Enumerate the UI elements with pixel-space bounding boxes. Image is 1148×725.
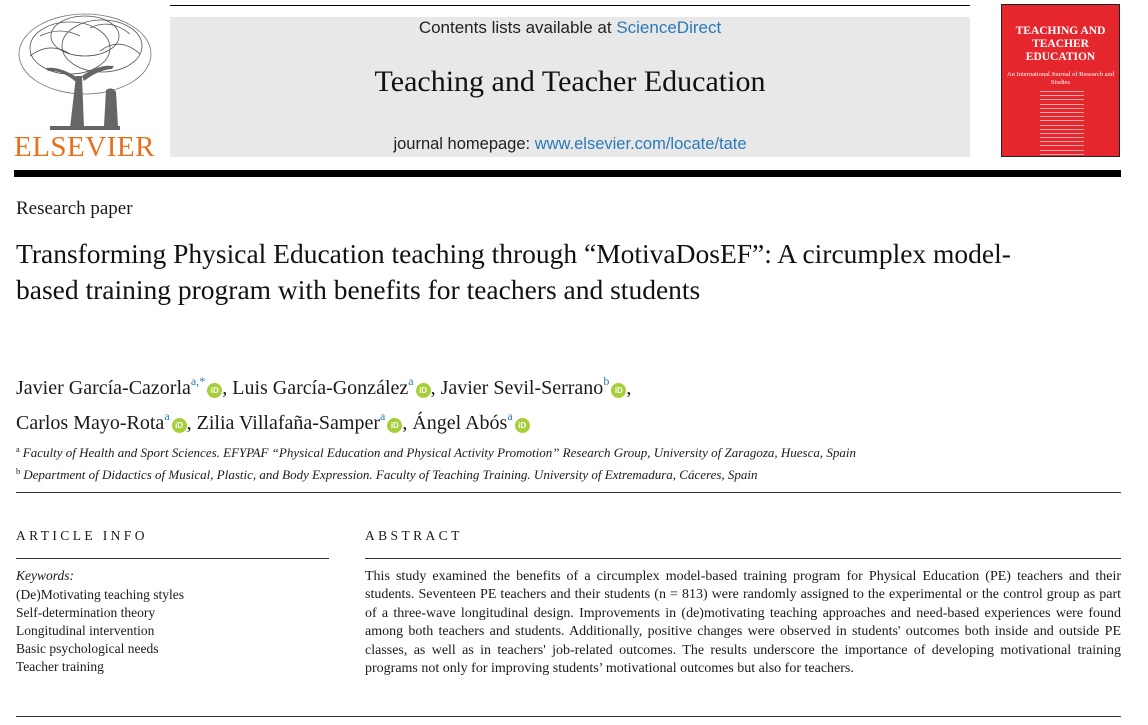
contents-line <box>170 18 970 38</box>
author[interactable]: Javier García-Cazorla$^{a,*}$iD <box>16 377 222 399</box>
journal-banner <box>170 17 970 157</box>
author-affiliation-sup[interactable]: a <box>408 374 414 388</box>
sciencedirect-link[interactable]: ScienceDirect <box>616 18 722 37</box>
author[interactable]: Javier Sevil-Serrano$^b$iD <box>441 377 627 399</box>
abstract-heading: ABSTRACT <box>365 528 463 543</box>
elsevier-logo[interactable] <box>10 6 160 164</box>
author-list: Javier García-Cazorla$^{a,*}$iD , Luis García-González$^a$iD , Javier Sevil-Serrano$^b$iD , Carlos Mayo-Rota$^a$iD , Zilia Villafaña-Samper$^a$iD , Ángel Abós$^a$iD <box>16 374 632 434</box>
author[interactable]: Zilia Villafaña-Samper$^a$iD <box>197 412 403 434</box>
section-divider <box>16 492 1121 493</box>
affiliation-item: $^b$ Department of Didactics of Musical, Plastic, and Body Expression. Faculty of Teaching Training. University of Extremadura, Cáceres, Spain <box>16 466 758 482</box>
keywords-label: Keywords: <box>16 568 74 583</box>
keyword[interactable]: Longitudinal intervention <box>16 623 155 638</box>
author-affiliation-sup[interactable]: a <box>164 409 170 423</box>
author[interactable]: Luis García-González$^a$iD <box>232 377 430 399</box>
journal-homepage-link[interactable]: www.elsevier.com/locate/tate <box>534 135 747 153</box>
affiliation-item: $^a$ Faculty of Health and Sport Sciences. EFYPAF “Physical Education and Physical Activity Promotion” Research Group, University of Zaragoza, Huesca, Spain <box>16 444 856 460</box>
abstract-rule <box>365 558 1121 559</box>
keyword[interactable]: Basic psychological needs <box>16 641 159 656</box>
orcid-icon[interactable]: iD <box>207 383 222 398</box>
homepage-prefix: journal homepage: <box>393 135 535 153</box>
orcid-icon[interactable]: iD <box>515 418 530 433</box>
cover-decoration <box>1040 91 1084 166</box>
orcid-icon[interactable]: iD <box>387 418 402 433</box>
author-affiliation-sup[interactable]: a <box>507 409 513 423</box>
tree-icon <box>10 6 160 134</box>
orcid-icon[interactable]: iD <box>172 418 187 433</box>
paper-title: Transforming Physical Education teaching through “MotivaDosEF”: A circumplex model-based training program with benefits for teachers and students <box>16 238 1011 305</box>
journal-cover-thumbnail[interactable] <box>1001 4 1120 157</box>
cover-title: TEACHING AND TEACHER EDUCATION <box>1015 25 1106 63</box>
author[interactable]: Ángel Abós$^a$iD <box>412 412 529 434</box>
homepage-line <box>170 135 970 154</box>
bottom-rule <box>16 716 1121 717</box>
author-affiliation-sup[interactable]: a <box>380 409 386 423</box>
cover-subtitle: An International Journal of Research and Studies <box>1006 71 1115 86</box>
header-top-rule <box>170 5 970 6</box>
keyword[interactable]: (De)Motivating teaching styles <box>16 587 184 602</box>
article-info-rule <box>16 558 329 559</box>
journal-name[interactable]: Teaching and Teacher Education <box>374 65 766 98</box>
abstract-text: This study examined the benefits of a circumplex model-based training program for Physical Education (PE) teachers and their students. Seventeen PE teachers and their students (n = 813) were randomly assigned to the experimental or the control group as part of a three-wave longitudinal design. Improvements in (de)motivating teaching approaches and need-based experiences were found among both teachers and students. Additionally, positive changes were observed in students' outcomes both inside and outside PE classes, as well as in teachers' job-related outcomes. The results underscore the importance of developing motivational training programs not only for improving students’ motivational outcomes but also for teachers. <box>365 569 1121 677</box>
orcid-icon[interactable]: iD <box>416 383 431 398</box>
contents-prefix: Contents lists available at <box>418 18 617 37</box>
header-thick-rule <box>14 170 1121 177</box>
publisher-wordmark: ELSEVIER <box>14 131 155 163</box>
paper-type: Research paper <box>16 198 133 219</box>
affiliations <box>16 440 1116 484</box>
orcid-icon[interactable]: iD <box>611 383 626 398</box>
article-info-heading: ARTICLE INFO <box>16 528 148 543</box>
author[interactable]: Carlos Mayo-Rota$^a$iD <box>16 412 187 434</box>
keyword[interactable]: Self-determination theory <box>16 605 156 620</box>
keyword[interactable]: Teacher training <box>16 659 104 674</box>
author-affiliation-sup[interactable]: a,* <box>190 374 206 388</box>
keywords-list <box>16 586 184 676</box>
author-affiliation-sup[interactable]: b <box>603 374 610 388</box>
